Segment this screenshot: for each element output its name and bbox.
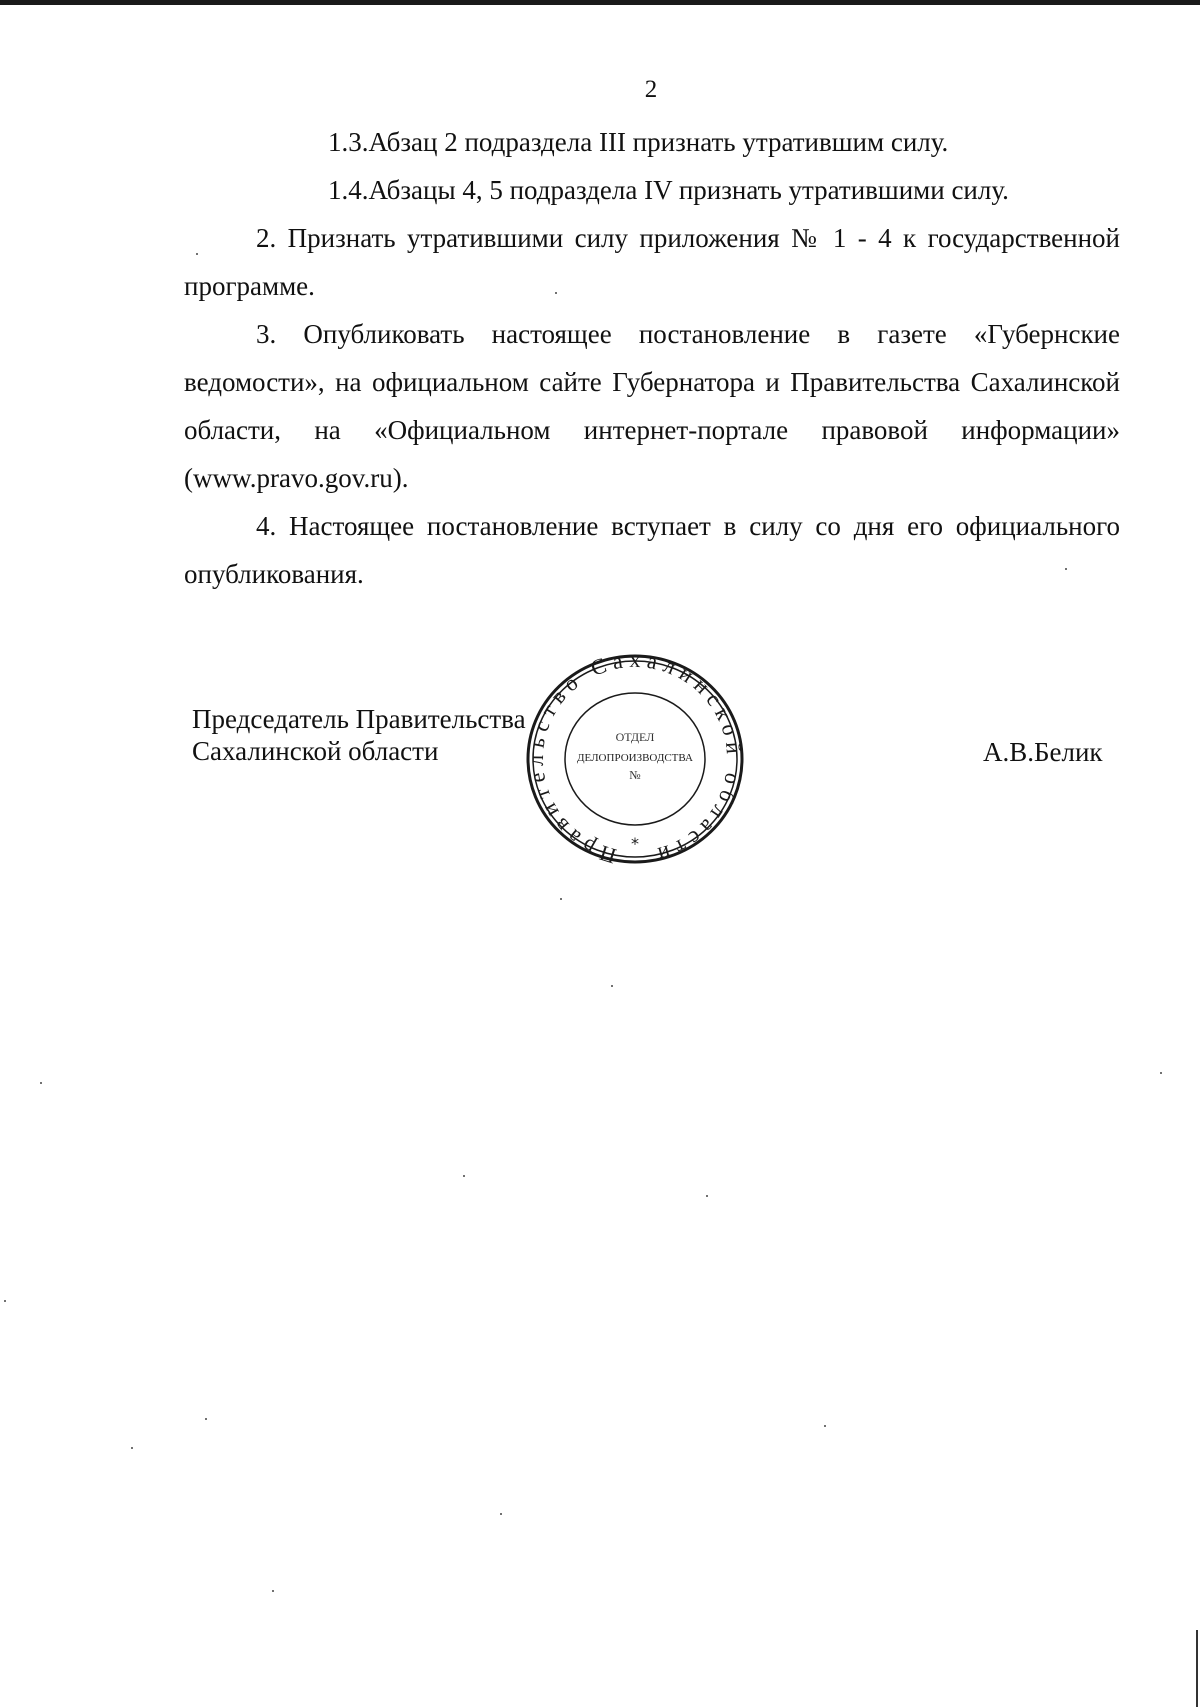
scan-speck [131, 1447, 133, 1449]
scan-speck [706, 1195, 708, 1197]
stamp-inner-line2: ДЕЛОПРОИЗВОДСТВА [577, 752, 693, 764]
stamp-inner-line3: № [629, 768, 641, 782]
signer-title-line2: Сахалинской области [192, 736, 439, 766]
document-body [184, 118, 1120, 598]
scan-speck [1160, 1072, 1162, 1074]
scan-speck [1065, 568, 1067, 570]
paragraph-text: Абзац 2 подраздела III признать утратившим силу. [368, 127, 949, 157]
scan-speck [500, 1513, 502, 1515]
paragraph-1-4 [184, 166, 1120, 214]
scan-speck [272, 1590, 274, 1592]
paragraph-3: 3. Опубликовать настоящее постановление в газете «Губернские ведомости», на официальном сайте Губернатора и Правительства Сахалинской области, на «Официальном интернет-портале правовой информации» (www.pravo.gov.ru). [184, 319, 1120, 493]
paragraph-2: 2. Признать утратившими силу приложения № 1 - 4 к государственной программе. [184, 223, 1120, 301]
paragraph-1-3 [184, 118, 1120, 166]
paragraph-number: 1.3. [328, 127, 369, 157]
signer-title-line1: Председатель Правительства [192, 704, 526, 734]
scan-speck [824, 1425, 826, 1427]
signer-name: А.В.Белик [983, 737, 1103, 767]
paragraph-text: Абзацы 4, 5 подраздела IV признать утратившими силу. [368, 175, 1009, 205]
scan-speck [205, 1418, 207, 1420]
scan-speck [4, 1300, 6, 1302]
stamp-star-icon: * [631, 834, 639, 853]
scan-speck [611, 985, 613, 987]
signature-position [192, 703, 526, 767]
stamp-inner-line1: ОТДЕЛ [615, 730, 655, 744]
official-stamp [521, 649, 749, 869]
scan-top-edge [0, 0, 1200, 5]
scan-speck [555, 292, 557, 294]
scan-speck [196, 253, 198, 255]
scan-right-edge [1196, 1630, 1198, 1707]
paragraph-4: 4. Настоящее постановление вступает в силу со дня его официального опубликования. [184, 511, 1120, 589]
paragraph-number: 1.4. [328, 175, 369, 205]
scan-speck [40, 1082, 42, 1084]
scan-speck [560, 898, 562, 900]
page-number: 2 [644, 76, 658, 103]
stamp-outer-text: Правительство Сахалинской области [522, 649, 748, 869]
scan-speck [463, 1175, 465, 1177]
